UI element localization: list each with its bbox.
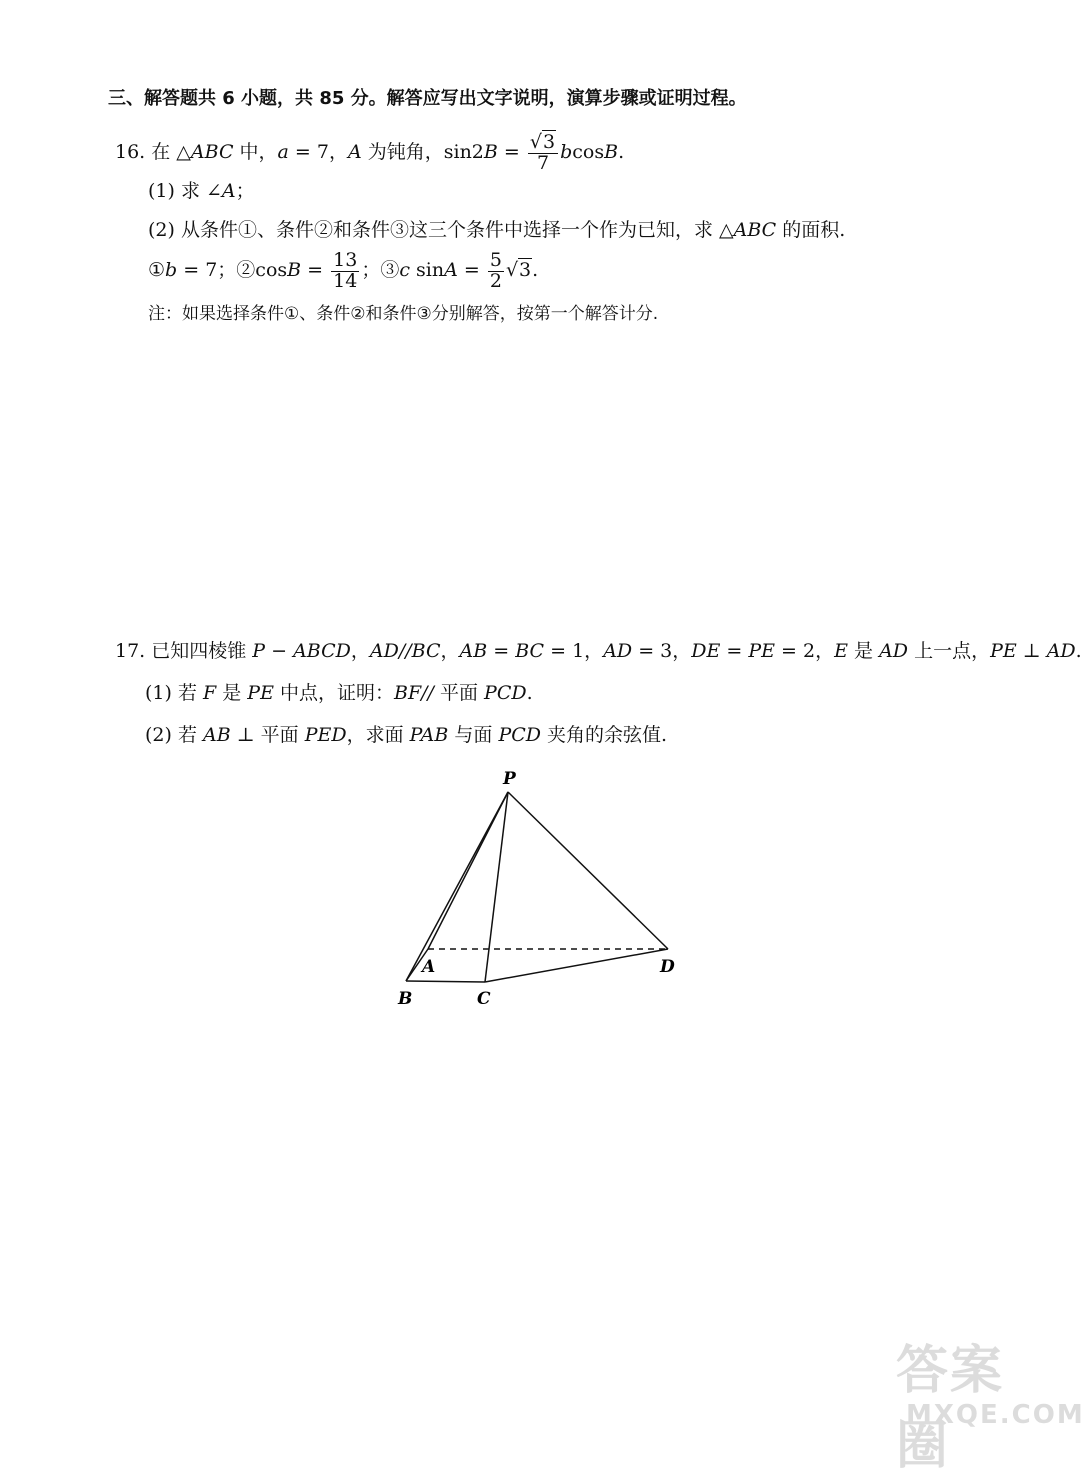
q16-stem: 16. 在 △ABC 中，a = 7，A 为钝角，sin2B = $\frac{√3}{7}$ bcosB. bbox=[115, 130, 625, 174]
label-A: A bbox=[422, 957, 436, 977]
q17-stem: 17. 已知四棱锥 P − ABCD，AD//BC，AB = BC = 1，AD = 3，DE = PE = 2，E 是 AD 上一点，PE ⊥ AD. bbox=[115, 640, 1082, 662]
edge-PB bbox=[406, 792, 508, 981]
q16-part2: (2) 从条件①、条件②和条件③这三个条件中选择一个作为已知，求 △ABC 的面积. bbox=[148, 219, 846, 241]
fraction-sqrt3-over-7: $\frac{√3}{7}$ bbox=[528, 133, 558, 174]
watermark bbox=[856, 1328, 1085, 1476]
edge-PC bbox=[485, 792, 508, 982]
q17-part1: (1) 若 F 是 PE 中点，证明：BF// 平面 PCD. bbox=[145, 682, 533, 704]
sqrt-3: √3 bbox=[505, 259, 532, 281]
edge-PA bbox=[428, 792, 508, 949]
edge-BC bbox=[406, 981, 485, 982]
q16-conditions: ①b = 7；②cosB = $\frac{13}{14}$ ；③c sinA = $\frac{5}{2}$ √3. bbox=[148, 248, 539, 292]
fraction-5-over-2: $\frac{5}{2}$ bbox=[489, 248, 502, 292]
label-B: B bbox=[398, 989, 413, 1009]
label-C: C bbox=[477, 989, 491, 1009]
watermark-logo: 答案圈 bbox=[896, 1341, 1005, 1476]
section-heading: 三、解答题共 6 小题，共 85 分。解答应写出文字说明，演算步骤或证明过程。 bbox=[108, 88, 747, 109]
q17-part2: (2) 若 AB ⊥ 平面 PED，求面 PAB 与面 PCD 夹角的余弦值. bbox=[145, 724, 668, 746]
pyramid-figure bbox=[380, 760, 700, 1020]
label-P: P bbox=[503, 769, 516, 789]
edge-PD bbox=[508, 792, 668, 949]
edge-CD bbox=[485, 949, 668, 982]
q16-note: 注：如果选择条件①、条件②和条件③分别解答，按第一个解答计分. bbox=[148, 304, 659, 324]
watermark-site: MXQE.COM bbox=[906, 1400, 1085, 1430]
q16-part1: (1) 求 ∠A； bbox=[148, 180, 255, 202]
fraction-13-over-14: $\frac{13}{14}$ bbox=[333, 248, 358, 292]
label-D: D bbox=[660, 957, 675, 977]
